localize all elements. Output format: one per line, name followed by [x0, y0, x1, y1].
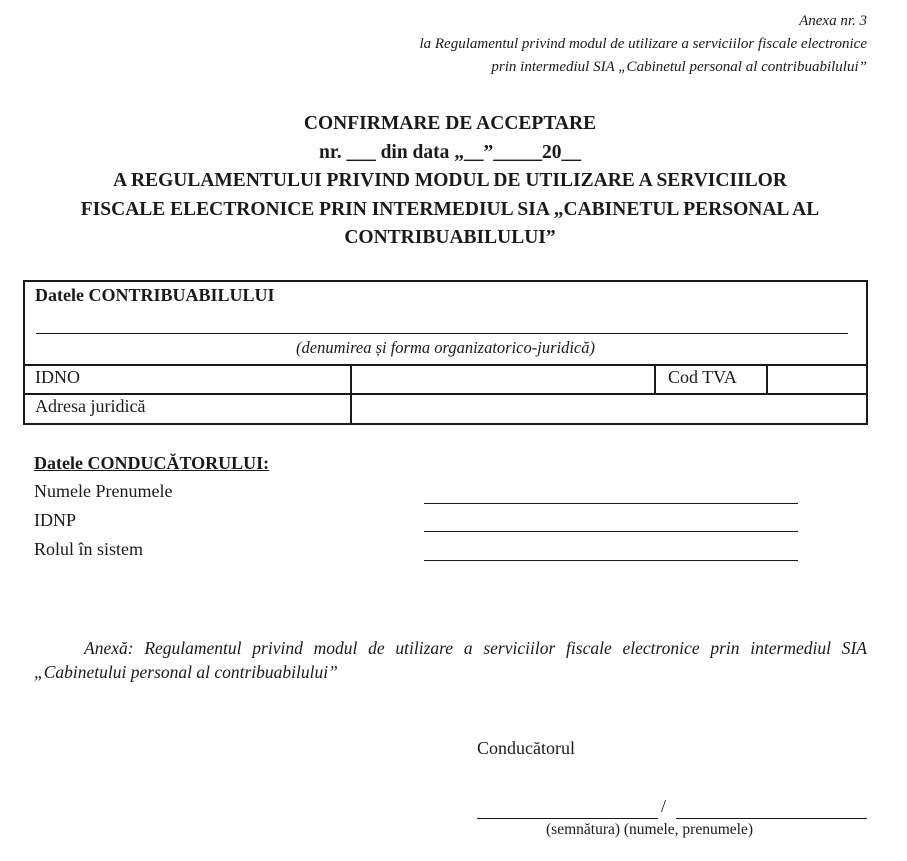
column-divider	[350, 364, 352, 423]
taxpayer-heading: Datele CONTRIBUABILULUI	[35, 285, 275, 305]
taxpayer-name-caption: (denumirea și forma organizatorico-juridică)	[296, 338, 595, 357]
leader-role-label: Rolul în sistem	[34, 539, 144, 559]
table-divider	[25, 393, 866, 395]
vat-code-label: Cod TVA	[668, 367, 737, 387]
annex-note: Anexă: Regulamentul privind modul de utilizare a serviciilor fiscale electronice prin intermediul SIA „Cabinetului personal al contribuabilului”	[34, 638, 867, 682]
address-value-field[interactable]	[360, 396, 855, 418]
idno-value-field[interactable]	[360, 367, 645, 389]
column-divider	[654, 364, 656, 393]
title-regulation-line-3: CONTRIBUABILULUI”	[344, 227, 556, 248]
title-regulation-line-1: A REGULAMENTULUI PRIVIND MODUL DE UTILIZARE A SERVICIILOR	[113, 170, 787, 191]
title-regulation-line-2: FISCALE ELECTRONICE PRIN INTERMEDIUL SIA „CABINETUL PERSONAL AL	[80, 198, 820, 220]
title-number-date: nr. ___ din data „__”_____20__	[318, 141, 582, 163]
title-confirmation: CONFIRMARE DE ACCEPTARE	[303, 113, 597, 134]
idno-label: IDNO	[35, 367, 80, 387]
taxpayer-name-field[interactable]	[36, 333, 848, 334]
annex-system-line: prin intermediul SIA „Cabinetul personal al contribuabilului”	[491, 59, 867, 75]
taxpayer-data-table	[23, 280, 868, 425]
leader-name-field[interactable]	[424, 503, 798, 504]
signer-name-field[interactable]	[676, 818, 867, 819]
leader-role-field[interactable]	[424, 560, 798, 561]
annex-number: Anexa nr. 3	[799, 13, 867, 29]
leader-idnp-field[interactable]	[424, 531, 798, 532]
signer-role: Conducătorul	[477, 738, 575, 758]
annex-reference	[167, 10, 867, 79]
document-title	[20, 110, 880, 253]
leader-name-label: Numele Prenumele	[34, 481, 173, 501]
leader-heading: Datele CONDUCĂTORULUI:	[34, 453, 270, 473]
leader-idnp-label: IDNP	[34, 510, 77, 530]
vat-code-value-field[interactable]	[776, 367, 861, 389]
annex-regulation-line: la Regulamentul privind modul de utilizare a serviciilor fiscale electronice	[419, 36, 867, 52]
signature-separator: /	[661, 796, 667, 816]
column-divider	[766, 364, 768, 393]
address-label: Adresa juridică	[35, 396, 146, 416]
signature-caption: (semnătura) (numele, prenumele)	[546, 821, 754, 838]
table-divider	[25, 364, 866, 366]
signature-field[interactable]	[477, 818, 658, 819]
